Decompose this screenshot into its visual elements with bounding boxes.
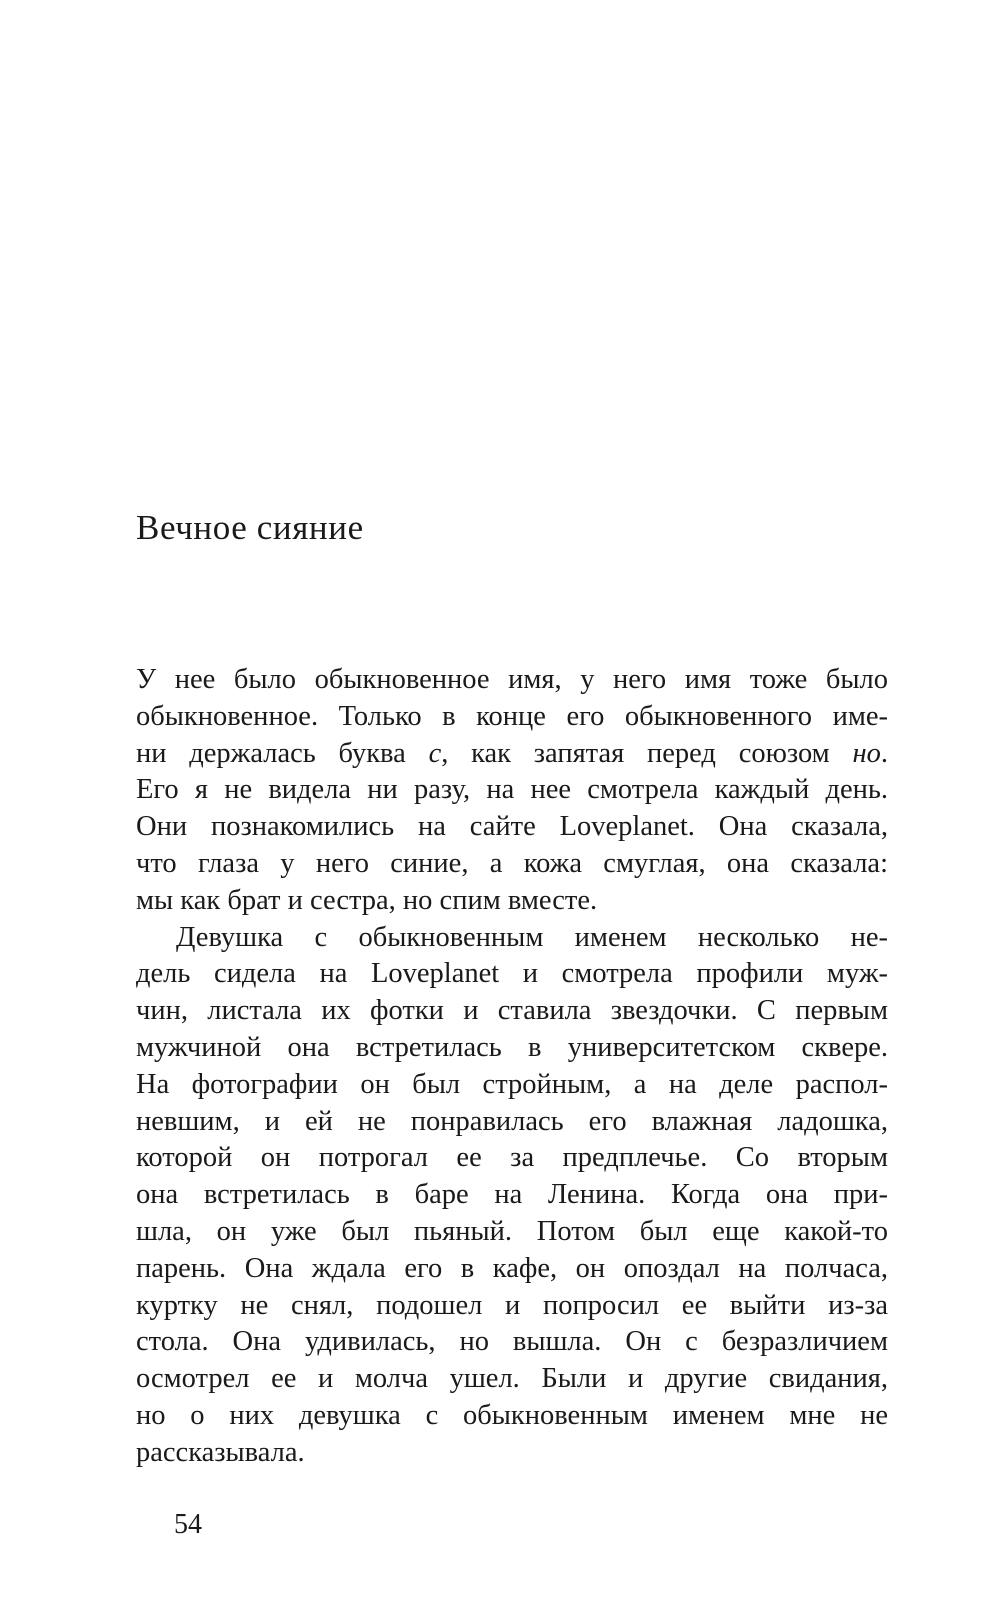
paragraph-1-line-1: У нее было обыкновенное имя, у него имя тоже было: [136, 664, 888, 695]
paragraph-2-line-11: куртку не снял, подошел и попросил ее выйти из-за: [136, 1289, 888, 1321]
chapter-title: Вечное сияние: [136, 508, 364, 547]
line-fragment: , как запятая перед союзом: [441, 737, 853, 769]
paragraph-1-line-6: что глаза у него синие, а кожа смуглая, она сказала:: [136, 847, 888, 879]
italic-word-no: но: [852, 737, 881, 769]
line-fragment: .: [880, 737, 888, 769]
paragraph-2-line-9: шла, он уже был пьяный. Потом был еще какой-то: [136, 1215, 888, 1247]
paragraph-1-line-3: [136, 736, 888, 773]
page-number: 54: [174, 1509, 202, 1540]
paragraph-2-line-12: стола. Она удивилась, но вышла. Он с безразличием: [136, 1326, 888, 1358]
paragraph-1-line-4: Его я не видела ни разу, на нее смотрела каждый день.: [136, 774, 888, 806]
body-text: [136, 662, 888, 1472]
paragraph-2-line-13: осмотрел ее и молча ушел. Были и другие свидания,: [136, 1363, 888, 1395]
italic-letter-s: с: [428, 737, 442, 769]
paragraph-1-line-7: мы как брат и сестра, но спим вместе.: [136, 884, 598, 916]
paragraph-2-line-8: она встретилась в баре на Ленина. Когда она при-: [136, 1179, 888, 1211]
paragraph-2-line-3: чин, листала их фотки и ставила звездочки. С первым: [136, 995, 888, 1027]
paragraph-1-line-5: Они познакомились на сайте Loveplanet. Она сказала,: [136, 811, 888, 843]
paragraph-2-line-6: невшим, и ей не понравилась его влажная ладошка,: [136, 1105, 888, 1137]
line-fragment: ни держалась буква: [136, 737, 429, 769]
paragraph-1-line-2: обыкновенное. Только в конце его обыкновенного име-: [136, 700, 888, 732]
paragraph-2-line-14: но о них девушка с обыкновенным именем мне не: [136, 1399, 888, 1431]
paragraph-2-line-2: дель сидела на Loveplanet и смотрела профили муж-: [136, 958, 888, 990]
paragraph-2-line-5: На фотографии он был стройным, а на деле распол-: [136, 1068, 888, 1100]
paragraph-2-line-4: мужчиной она встретилась в университетском сквере.: [136, 1031, 888, 1063]
paragraph-2-line-7: которой он потрогал ее за предплечье. Со вторым: [136, 1142, 888, 1174]
paragraph-2-line-10: парень. Она ждала его в кафе, он опоздал на полчаса,: [136, 1252, 888, 1284]
paragraph-2-line-15: рассказывала.: [136, 1436, 305, 1468]
paragraph-2-line-1: Девушка с обыкновенным именем несколько не-: [176, 921, 888, 953]
